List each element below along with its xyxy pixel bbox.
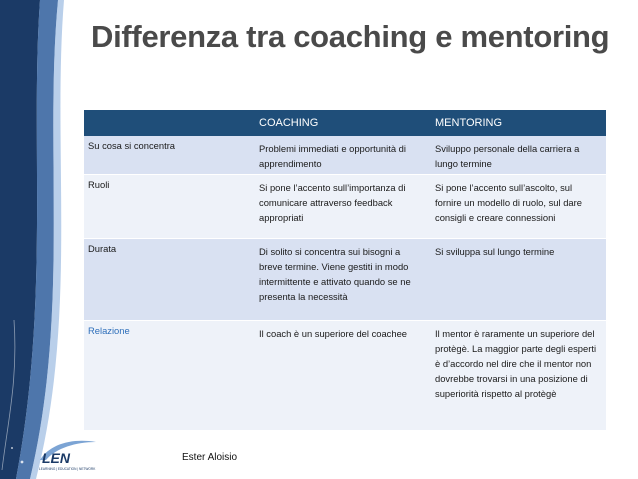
comparison-table [84, 110, 606, 431]
coaching-cell: Problemi immediati e opportunità di apprendimento [254, 136, 430, 175]
row-label: Relazione [84, 321, 254, 431]
table-row [84, 175, 606, 239]
mentoring-cell: Sviluppo personale della carriera a lungo termine [430, 136, 606, 175]
mentoring-cell: Il mentor è raramente un superiore del protègè. La maggior parte degli esperti è d’accordo nel dire che il mentor non dovrebbe trovarsi in una posizione di superiorità rispetto al protègè [430, 321, 606, 431]
row-label: Ruoli [84, 175, 254, 239]
author-name: Ester Aloisio [182, 452, 238, 463]
table-row [84, 239, 606, 321]
header-coaching: COACHING [254, 110, 430, 136]
coaching-cell: Si pone l’accento sull’importanza di comunicare attraverso feedback appropriati [254, 175, 430, 239]
coaching-cell: Di solito si concentra sui bisogni a breve termine. Viene gestiti in modo intermittente e attivato quando se ne presenta la necessità [254, 239, 430, 321]
len-logo [36, 436, 106, 472]
row-label: Durata [84, 239, 254, 321]
slide-title: Differenza tra coaching e mentoring [91, 19, 610, 54]
coaching-cell: Il coach è un superiore del coachee [254, 321, 430, 431]
mentoring-cell: Si pone l’accento sull’ascolto, sul fornire un modello di ruolo, sul dare consigli e creare connessioni [430, 175, 606, 239]
logo-text: LEN [42, 450, 70, 466]
mentoring-cell: Si sviluppa sul lungo termine [430, 239, 606, 321]
row-label: Su cosa si concentra [84, 136, 254, 175]
left-decoration [0, 0, 80, 479]
header-empty-cell [84, 110, 254, 136]
table-row [84, 136, 606, 175]
logo-tagline: LEARNING | EDUCATION | NETWORK [39, 467, 96, 471]
table-header-row [84, 110, 606, 136]
header-mentoring: MENTORING [430, 110, 606, 136]
table-row [84, 321, 606, 431]
